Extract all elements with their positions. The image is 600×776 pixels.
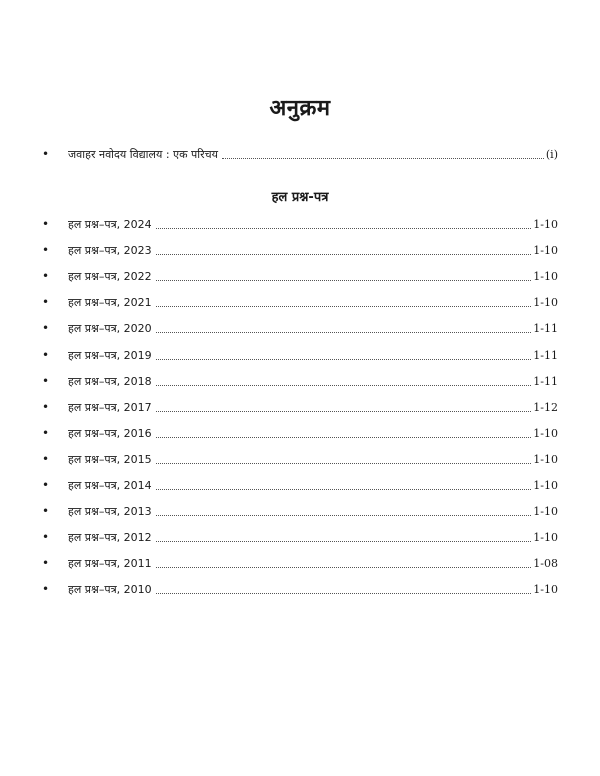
dot-leader [156, 462, 532, 464]
dot-leader [156, 253, 532, 255]
dot-leader [156, 331, 532, 333]
toc-entry-label: हल प्रश्न–पत्र, 2020 [68, 322, 152, 335]
toc-entry-page: 1-11 [533, 375, 558, 388]
bullet: • [42, 243, 50, 257]
toc-entry-page: 1-10 [533, 479, 558, 492]
dot-leader [156, 410, 532, 412]
intro-entry-label: जवाहर नवोदय विद्यालय : एक परिचय [68, 148, 219, 161]
toc-entry [68, 475, 558, 493]
page-title: अनुक्रम [269, 96, 331, 121]
toc-entry-page: 1-08 [533, 557, 558, 570]
toc-entry [68, 527, 558, 545]
toc-entry-label: हल प्रश्न–पत्र, 2015 [68, 453, 152, 466]
bullet: • [42, 452, 50, 466]
toc-entry [68, 345, 558, 363]
intro-entry [68, 144, 558, 162]
toc-entry-page: 1-11 [533, 322, 558, 335]
toc-entry-label: हल प्रश्न–पत्र, 2017 [68, 401, 152, 414]
bullet: • [42, 147, 50, 161]
toc-entry-page: 1-10 [533, 296, 558, 309]
toc-entry-label: हल प्रश्न–पत्र, 2019 [68, 349, 152, 362]
bullet: • [42, 295, 50, 309]
bullet: • [42, 530, 50, 544]
dot-leader [156, 279, 532, 281]
bullet: • [42, 582, 50, 596]
toc-entry-label: हल प्रश्न–पत्र, 2012 [68, 531, 152, 544]
bullet: • [42, 426, 50, 440]
dot-leader [156, 227, 532, 229]
toc-entry-label: हल प्रश्न–पत्र, 2014 [68, 479, 152, 492]
dot-leader [156, 305, 532, 307]
bullet: • [42, 348, 50, 362]
dot-leader [156, 436, 532, 438]
toc-entry-label: हल प्रश्न–पत्र, 2011 [68, 557, 152, 570]
dot-leader [156, 514, 532, 516]
bullet: • [42, 556, 50, 570]
dot-leader [156, 592, 532, 594]
toc-entry-page: 1-10 [533, 453, 558, 466]
toc-entry [68, 371, 558, 389]
toc-entry-label: हल प्रश्न–पत्र, 2010 [68, 583, 152, 596]
toc-entry-page: 1-10 [533, 218, 558, 231]
toc-entry-label: हल प्रश्न–पत्र, 2018 [68, 375, 152, 388]
toc-entry [68, 292, 558, 310]
bullet: • [42, 269, 50, 283]
toc-entry-page: 1-10 [533, 270, 558, 283]
toc-entry-page: 1-10 [533, 531, 558, 544]
toc-entry [68, 553, 558, 571]
dot-leader [156, 358, 532, 360]
toc-entry [68, 501, 558, 519]
toc-entry [68, 266, 558, 284]
dot-leader [156, 384, 532, 386]
toc-entry-label: हल प्रश्न–पत्र, 2021 [68, 296, 152, 309]
intro-entry-page: (i) [545, 148, 558, 161]
toc-entry [68, 579, 558, 597]
toc-entry-page: 1-11 [533, 349, 558, 362]
toc-entry [68, 318, 558, 336]
toc-entry [68, 214, 558, 232]
toc-entry-label: हल प्रश्न–पत्र, 2013 [68, 505, 152, 518]
toc-entry [68, 423, 558, 441]
bullet: • [42, 478, 50, 492]
bullet: • [42, 217, 50, 231]
dot-leader [156, 566, 532, 568]
toc-entry-label: हल प्रश्न–पत्र, 2024 [68, 218, 152, 231]
toc-entry [68, 240, 558, 258]
toc-entry-label: हल प्रश्न–पत्र, 2022 [68, 270, 152, 283]
toc-entry-page: 1-10 [533, 505, 558, 518]
section-heading: हल प्रश्न-पत्र [271, 190, 329, 205]
toc-entry [68, 449, 558, 467]
bullet: • [42, 374, 50, 388]
dot-leader [222, 157, 544, 159]
bullet: • [42, 321, 50, 335]
bullet: • [42, 400, 50, 414]
toc-entry-page: 1-10 [533, 427, 558, 440]
toc-entry-label: हल प्रश्न–पत्र, 2016 [68, 427, 152, 440]
toc-entry-page: 1-10 [533, 583, 558, 596]
toc-entry [68, 397, 558, 415]
dot-leader [156, 488, 532, 490]
toc-entry-label: हल प्रश्न–पत्र, 2023 [68, 244, 152, 257]
toc-entry-page: 1-12 [533, 401, 558, 414]
toc-entry-page: 1-10 [533, 244, 558, 257]
bullet: • [42, 504, 50, 518]
dot-leader [156, 540, 532, 542]
